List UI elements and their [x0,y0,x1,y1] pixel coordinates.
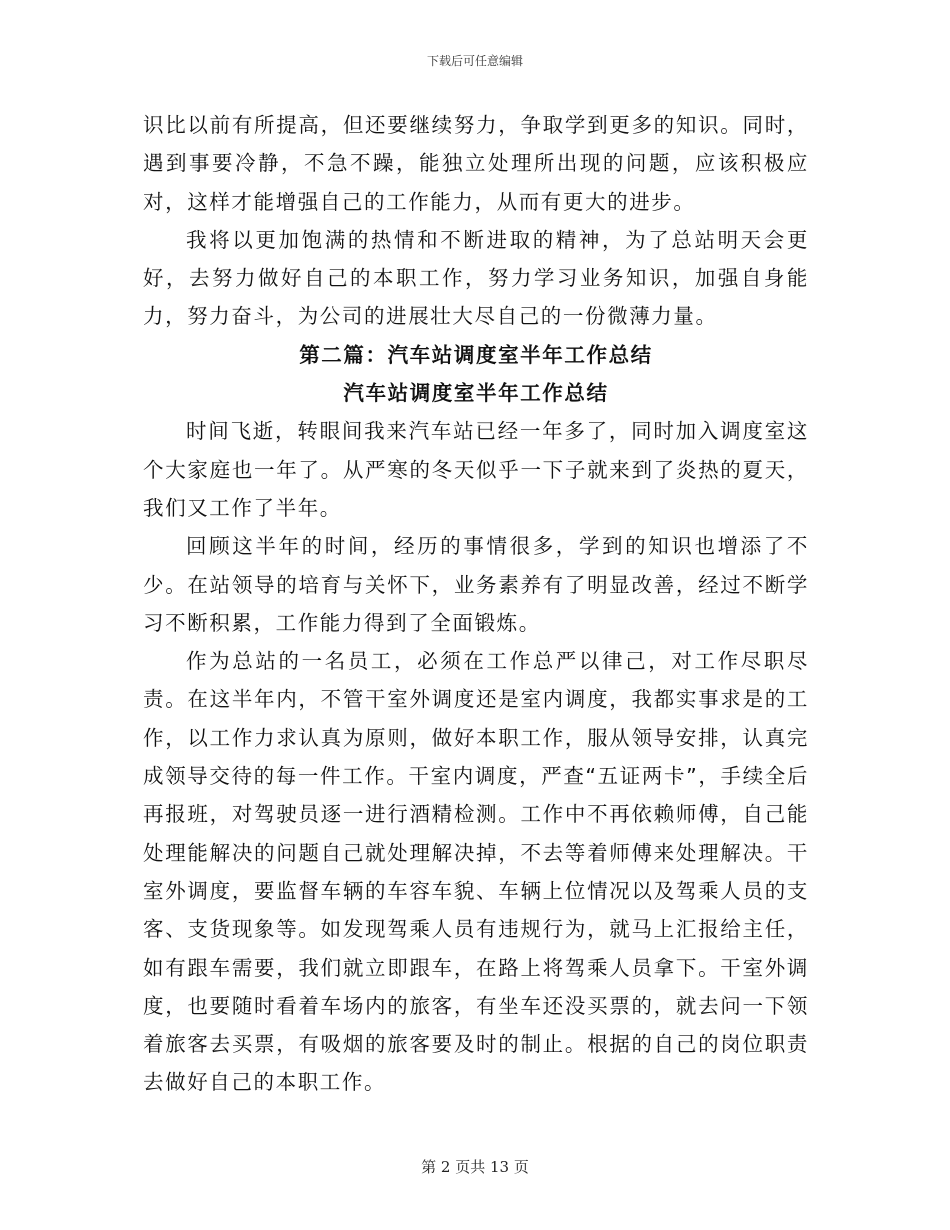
page-header: 下载后可任意编辑 [426,54,523,68]
paragraph: 回顾这半年的时间，经历的事情很多，学到的知识也增添了不少。在站领导的培育与关怀下，业务素养有了明显改善，经过不断学习不断积累，工作能力得到了全面锻炼。 [143,534,809,635]
section-subheading: 汽车站调度室半年工作总结 [343,381,609,406]
paragraph: 识比以前有所提高，但还要继续努力，争取学到更多的知识。同时，遇到事要冷静，不急不躁，能独立处理所出现的问题，应该积极应对，这样才能增强自己的工作能力，从而有更大的进步。 [143,113,809,214]
section-heading: 第二篇：汽车站调度室半年工作总结 [299,342,653,367]
paragraph: 时间飞逝，转眼间我来汽车站已经一年多了，同时加入调度室这个大家庭也一年了。从严寒的冬天似乎一下子就来到了炎热的夏天，我们又工作了半年。 [143,419,809,520]
document-body [143,106,809,1102]
page-footer: 第 2 页共 13 页 [421,1158,529,1176]
paragraph: 我将以更加饱满的热情和不断进取的精神，为了总站明天会更好，去努力做好自己的本职工作，努力学习业务知识，加强自身能力，努力奋斗，为公司的进展壮大尽自己的一份微薄力量。 [143,227,809,329]
paragraph: 作为总站的一名员工，必须在工作总严以律己，对工作尽职尽责。在这半年内，不管干室外调度还是室内调度，我都实事求是的工作，以工作力求认真为原则，做好本职工作，服从领导安排，认真完成领导交待的每一件工作。干室内调度，严查“五证两卡”，手续全后再报班，对驾驶员逐一进行酒精检测。工作中不再依赖师傅，自己能处理能解决的问题自己就处理解决掉，不去等着师傅来处理解决。干室外调度，要监督车辆的车容车貌、车辆上位情况以及驾乘人员的支客、支货现象等。如发现驾乘人员有违规行为，就马上汇报给主任，如有跟车需要，我们就立即跟车，在路上将驾乘人员拿下。干室外调度，也要随时看着车场内的旅客，有坐车还没买票的，就去问一下领着旅客去买票，有吸烟的旅客要及时的制止。根据的自己的岗位职责去做好自己的本职工作。 [143,649,809,1095]
